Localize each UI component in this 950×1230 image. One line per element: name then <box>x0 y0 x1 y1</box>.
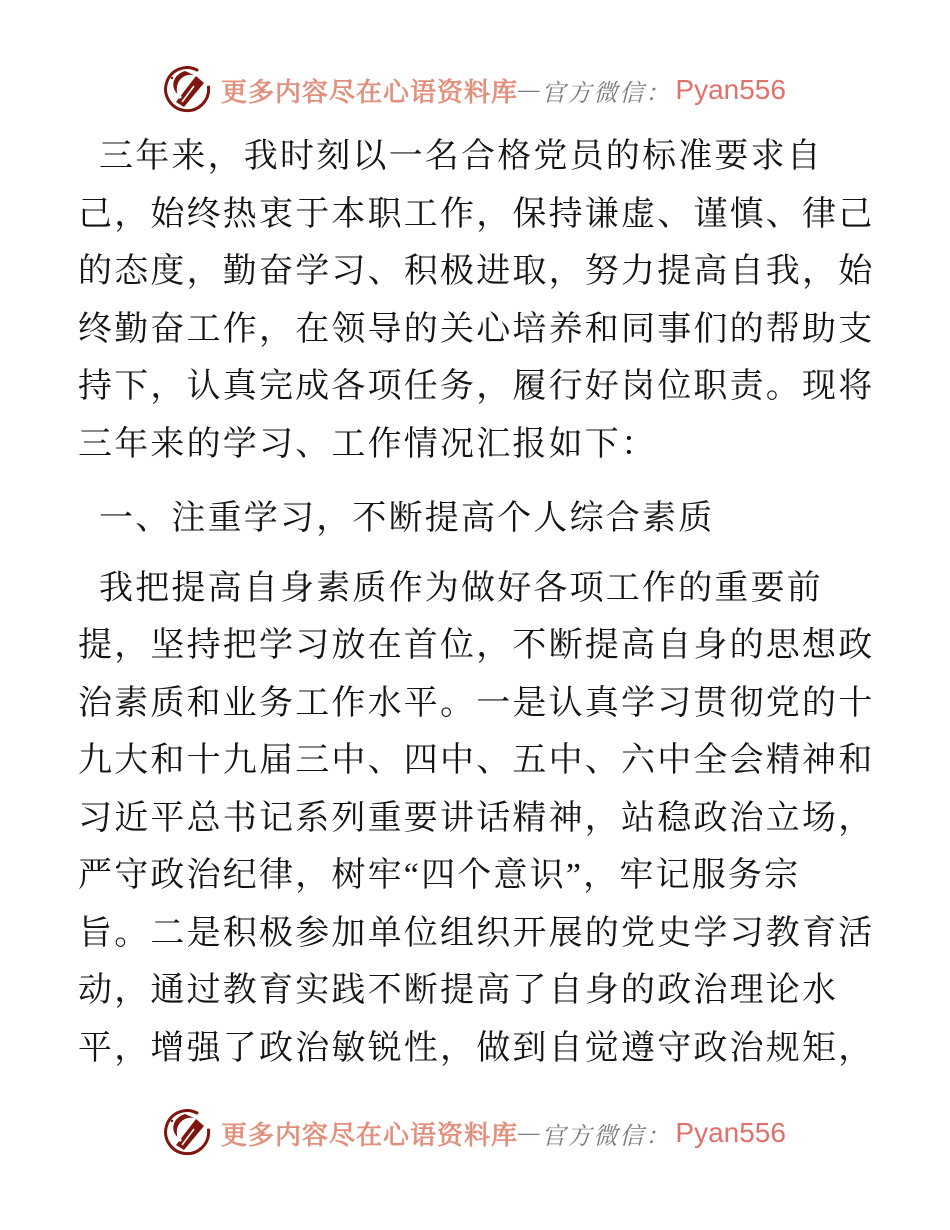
text-line: 己，始终热衷于本职工作，保持谦虚、谨慎、律己 <box>78 195 875 233</box>
document-content <box>0 128 950 1077</box>
watermark-header <box>0 62 950 118</box>
watermark-wechat-id: Pyan556 <box>675 1117 786 1148</box>
text-line: 三年来的学习、工作情况汇报如下： <box>78 425 658 463</box>
watermark-separator: — <box>518 76 542 103</box>
watermark-channel-label: 官方微信： <box>541 80 672 107</box>
text-line: 治素质和业务工作水平。一是认真学习贯彻党的十 <box>78 684 875 722</box>
text-line: 提，坚持把学习放在首位，不断提高自身的思想政 <box>78 627 875 664</box>
watermark-footer <box>0 1105 950 1161</box>
text-line: 我把提高自身素质作为做好各项工作的重要前 <box>99 569 823 607</box>
text-line: 严守政治纪律，树牢“四个意识”，牢记服务宗 <box>78 857 801 894</box>
text-line: 习近平总书记系列重要讲话精神，站稳政治立场， <box>78 799 875 837</box>
text-line: 三年来，我时刻以一名合格党员的标准要求自 <box>99 138 823 175</box>
pen-swirl-logo-icon <box>164 66 212 114</box>
pen-swirl-logo-icon <box>164 1109 212 1157</box>
heading-text: 一、注重学习，不断提高个人综合素质 <box>99 500 715 537</box>
text-line: 旨。二是积极参加单位组织开展的党史学习教育活 <box>78 914 875 952</box>
watermark-brand-text: 更多内容尽在心语资料库 <box>221 77 519 107</box>
text-line: 九大和十九届三中、四中、五中、六中全会精神和 <box>78 742 875 779</box>
text-line: 持下，认真完成各项任务，履行好岗位职责。现将 <box>78 368 875 405</box>
section-heading-1 <box>78 490 872 548</box>
text-line: 终勤奋工作，在领导的关心培养和同事们的帮助支 <box>78 310 875 348</box>
text-line: 的态度，勤奋学习、积极进取，努力提高自我，始 <box>78 253 875 290</box>
watermark-brand-text: 更多内容尽在心语资料库 <box>221 1120 519 1150</box>
text-line: 动，通过教育实践不断提高了自身的政治理论水 <box>78 972 839 1009</box>
watermark-channel-label: 官方微信： <box>541 1123 672 1150</box>
paragraph-section-1 <box>78 560 875 1078</box>
text-line: 平，增强了政治敏锐性，做到自觉遵守政治规矩， <box>78 1029 875 1067</box>
watermark-separator: — <box>518 1119 542 1146</box>
paragraph-intro <box>78 128 875 473</box>
watermark-wechat-id: Pyan556 <box>675 74 786 105</box>
